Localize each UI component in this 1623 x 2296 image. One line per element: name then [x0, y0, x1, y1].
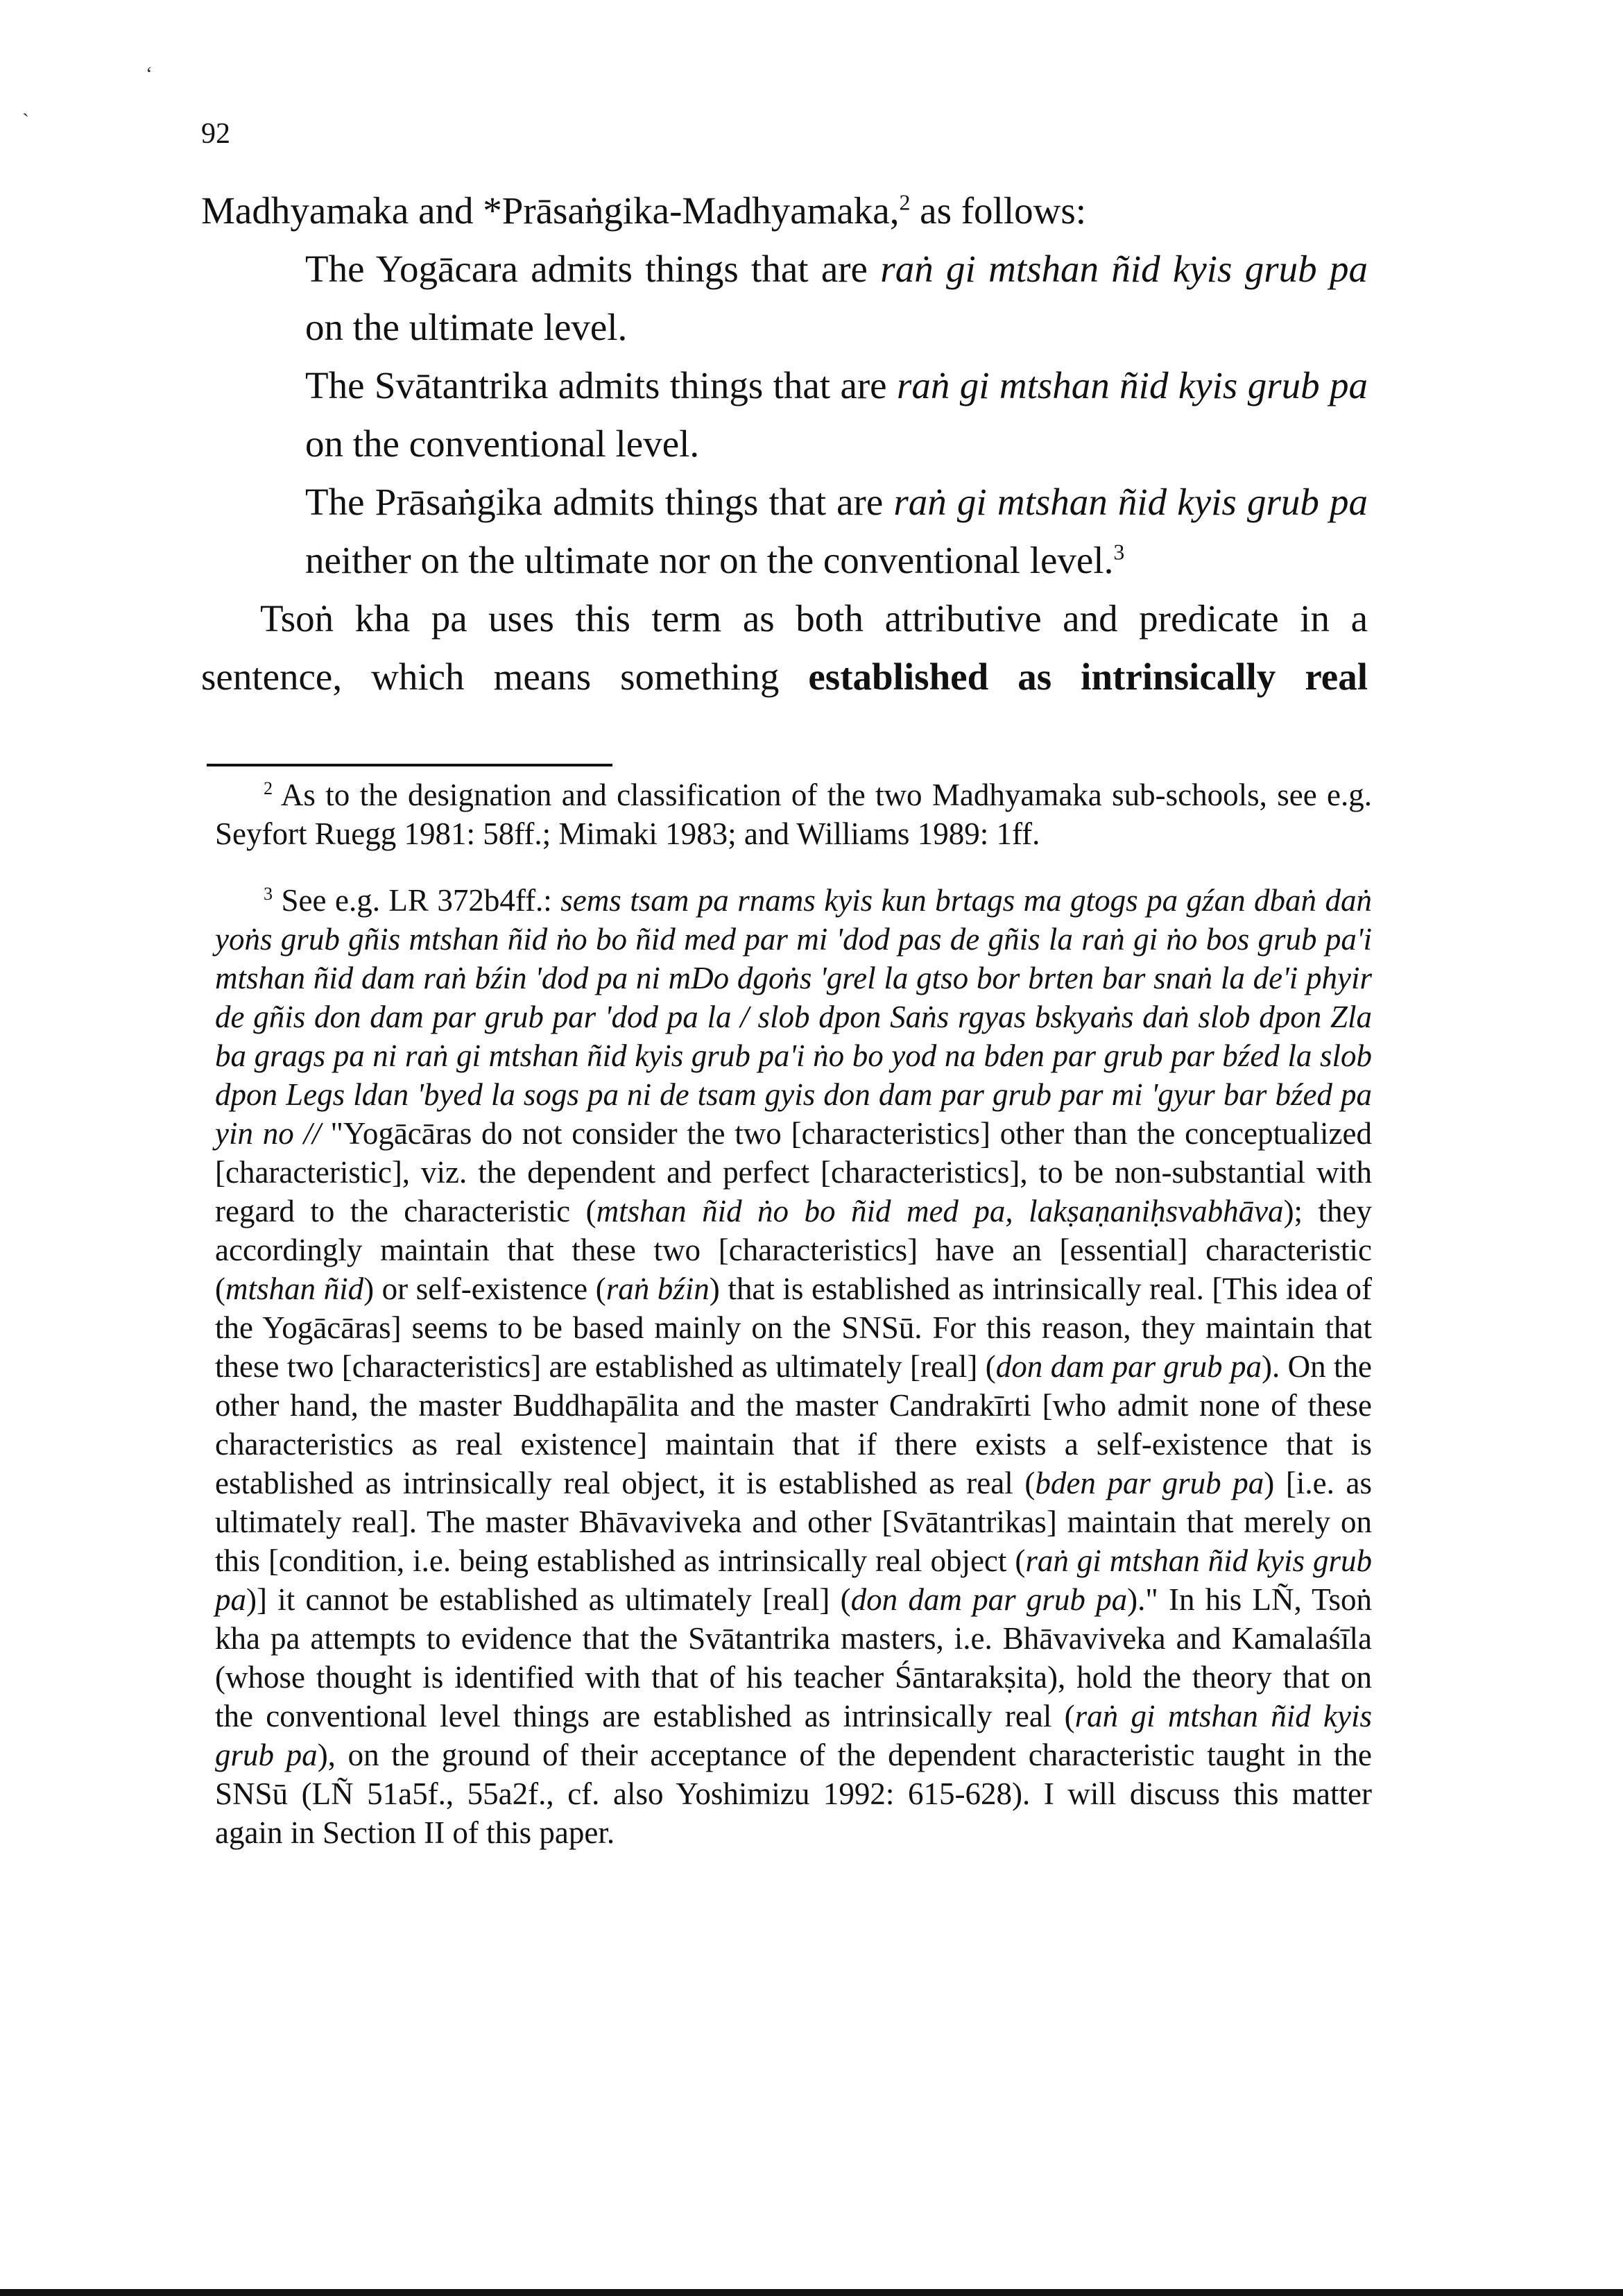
quote-lead: The Yogācara admits things that are	[305, 248, 881, 290]
quote-tail: on the ultimate level.	[305, 306, 628, 348]
tibetan-term: raṅ gi mtshan ñid kyis grub pa	[215, 1543, 1372, 1617]
quote-svatantrika	[305, 357, 1368, 473]
page-number: 92	[201, 118, 230, 150]
tibetan-quotation: sems tsam pa rnams kyis kun brtags ma gtogs pa gźan dbaṅ daṅ yoṅs grub gñis mtshan ñid ṅo bo ñid med par mi 'dod pas de gñis la raṅ gi ṅo bos grub pa'i mtshan ñid dam raṅ bźin 'dod pa ni mDo dgoṅs 'grel la gtso bor brten bar snaṅ la de'i phyir de gñis don dam par grub par 'dod pa la / slob dpon Saṅs rgyas bskyaṅs daṅ slob dpon Zla ba grags pa ni raṅ gi mtshan ñid kyis grub pa'i ṅo bo yod na bden par grub par bźed la slob dpon Legs ldan 'byed la sogs pa ni de tsam gyis don dam par grub par mi 'gyur bar bźed pa yin no //	[215, 883, 1373, 1151]
footnote-text: As to the designation and classification of the two Madhyamaka sub-schools, see e.g. Seyfort Ruegg 1981: 58ff.; Mimaki 1983; and Williams 1989: 1ff.	[215, 778, 1372, 851]
tibetan-term: raṅ gi mtshan ñid kyis grub pa	[215, 1699, 1372, 1772]
quote-yogacara	[305, 240, 1368, 357]
footnote-text: )] it cannot be established as ultimately [real] (	[246, 1582, 851, 1617]
footnote-text: See e.g. LR 372b4ff.:	[273, 883, 561, 918]
footnote-text: ), on the ground of their acceptance of the dependent characteristic taught in the SNSū (LÑ 51a5f., 55a2f., cf. also Yoshimizu 1992: 615-628). I will discuss this matter again in Section II of this paper.	[215, 1738, 1372, 1850]
tibetan-term: bden par grub pa	[1035, 1466, 1264, 1500]
tibetan-term: don dam par grub pa	[850, 1582, 1128, 1617]
tibetan-term: raṅ gi mtshan ñid kyis grub pa	[896, 364, 1368, 406]
footnote-3	[215, 881, 1372, 1852]
paragraph-text: Tsoṅ kha pa uses this term as both attributive and predicate in a sentence, which means something	[201, 597, 1368, 698]
footnote-text: ) [i.e. as ultimately real]. The master Bhāvaviveka and other [Svātantrikas] maintain that merely on this [condition, i.e. being established as intrinsically real object (	[215, 1466, 1373, 1578]
quote-prasangika	[305, 473, 1368, 590]
footnote-text: ). On the other hand, the master Buddhapālita and the master Candrakīrti [who admit none of these characteristics as real existence] maintain that if there exists a self-existence that is established as intrinsically real object, it is established as real (	[215, 1349, 1372, 1500]
bold-phrase: established as intrinsically real	[808, 656, 1368, 698]
tibetan-term: mtshan ñid ṅo bo ñid med pa, lakṣaṇaniḥsvabhāva	[596, 1194, 1284, 1228]
footnote-number: 3	[264, 884, 273, 904]
tibetan-term: mtshan ñid	[225, 1271, 364, 1306]
main-text	[201, 182, 1368, 706]
quote-lead: The Svātantrika admits things that are	[305, 364, 897, 406]
quote-tail: neither on the ultimate nor on the conventional level.	[305, 539, 1114, 581]
footnote-text: ) or self-existence (	[363, 1271, 606, 1306]
tibetan-term: raṅ gi mtshan ñid kyis grub pa	[893, 481, 1368, 523]
scan-mark: ʻ	[146, 62, 153, 85]
paragraph-tsonkhapa	[201, 590, 1368, 706]
scan-mark: ˋ	[22, 110, 29, 132]
intro-tail: as follows:	[910, 189, 1087, 232]
footnote-text: "Yogācāras do not consider the two [characteristics] other than the conceptualized [characteristic], viz. the dependent and perfect [characteristics], to be non-substantial with regard to the characteristic (	[215, 1116, 1372, 1228]
footnote-text: ) that is established as intrinsically real. [This idea of the Yogācāras] seems to be based mainly on the SNSū. For this reason, they maintain that these two [characteristics] are established as ultimately [real] (	[215, 1271, 1373, 1384]
footnote-ref-2: 2	[899, 190, 911, 215]
footnote-text: ); they accordingly maintain that these two [characteristics] have an [essential] characteristic (	[215, 1194, 1372, 1306]
quote-lead: The Prāsaṅgika admits things that are	[305, 481, 894, 523]
scan-edge	[0, 2289, 1623, 2296]
footnote-ref-3: 3	[1113, 540, 1125, 565]
footnote-text: )." In his LÑ, Tsoṅ kha pa attempts to evidence that the Svātantrika masters, i.e. Bhāvaviveka and Kamalaśīla (whose thought is identified with that of his teacher Śāntarakṣita), hold the theory that on the conventional level things are established as intrinsically real (	[215, 1582, 1372, 1733]
footnote-number: 2	[264, 778, 273, 798]
footnote-rule	[207, 764, 612, 766]
tibetan-term: raṅ bźin	[606, 1271, 710, 1306]
footnotes	[215, 776, 1372, 1852]
quote-tail: on the conventional level.	[305, 422, 700, 465]
tibetan-term: don dam par grub pa	[995, 1349, 1262, 1384]
footnote-2	[215, 776, 1372, 853]
intro-line	[201, 182, 1368, 240]
intro-text: Madhyamaka and *Prāsaṅgika-Madhyamaka,	[201, 189, 900, 232]
tibetan-term: raṅ gi mtshan ñid kyis grub pa	[880, 248, 1368, 290]
